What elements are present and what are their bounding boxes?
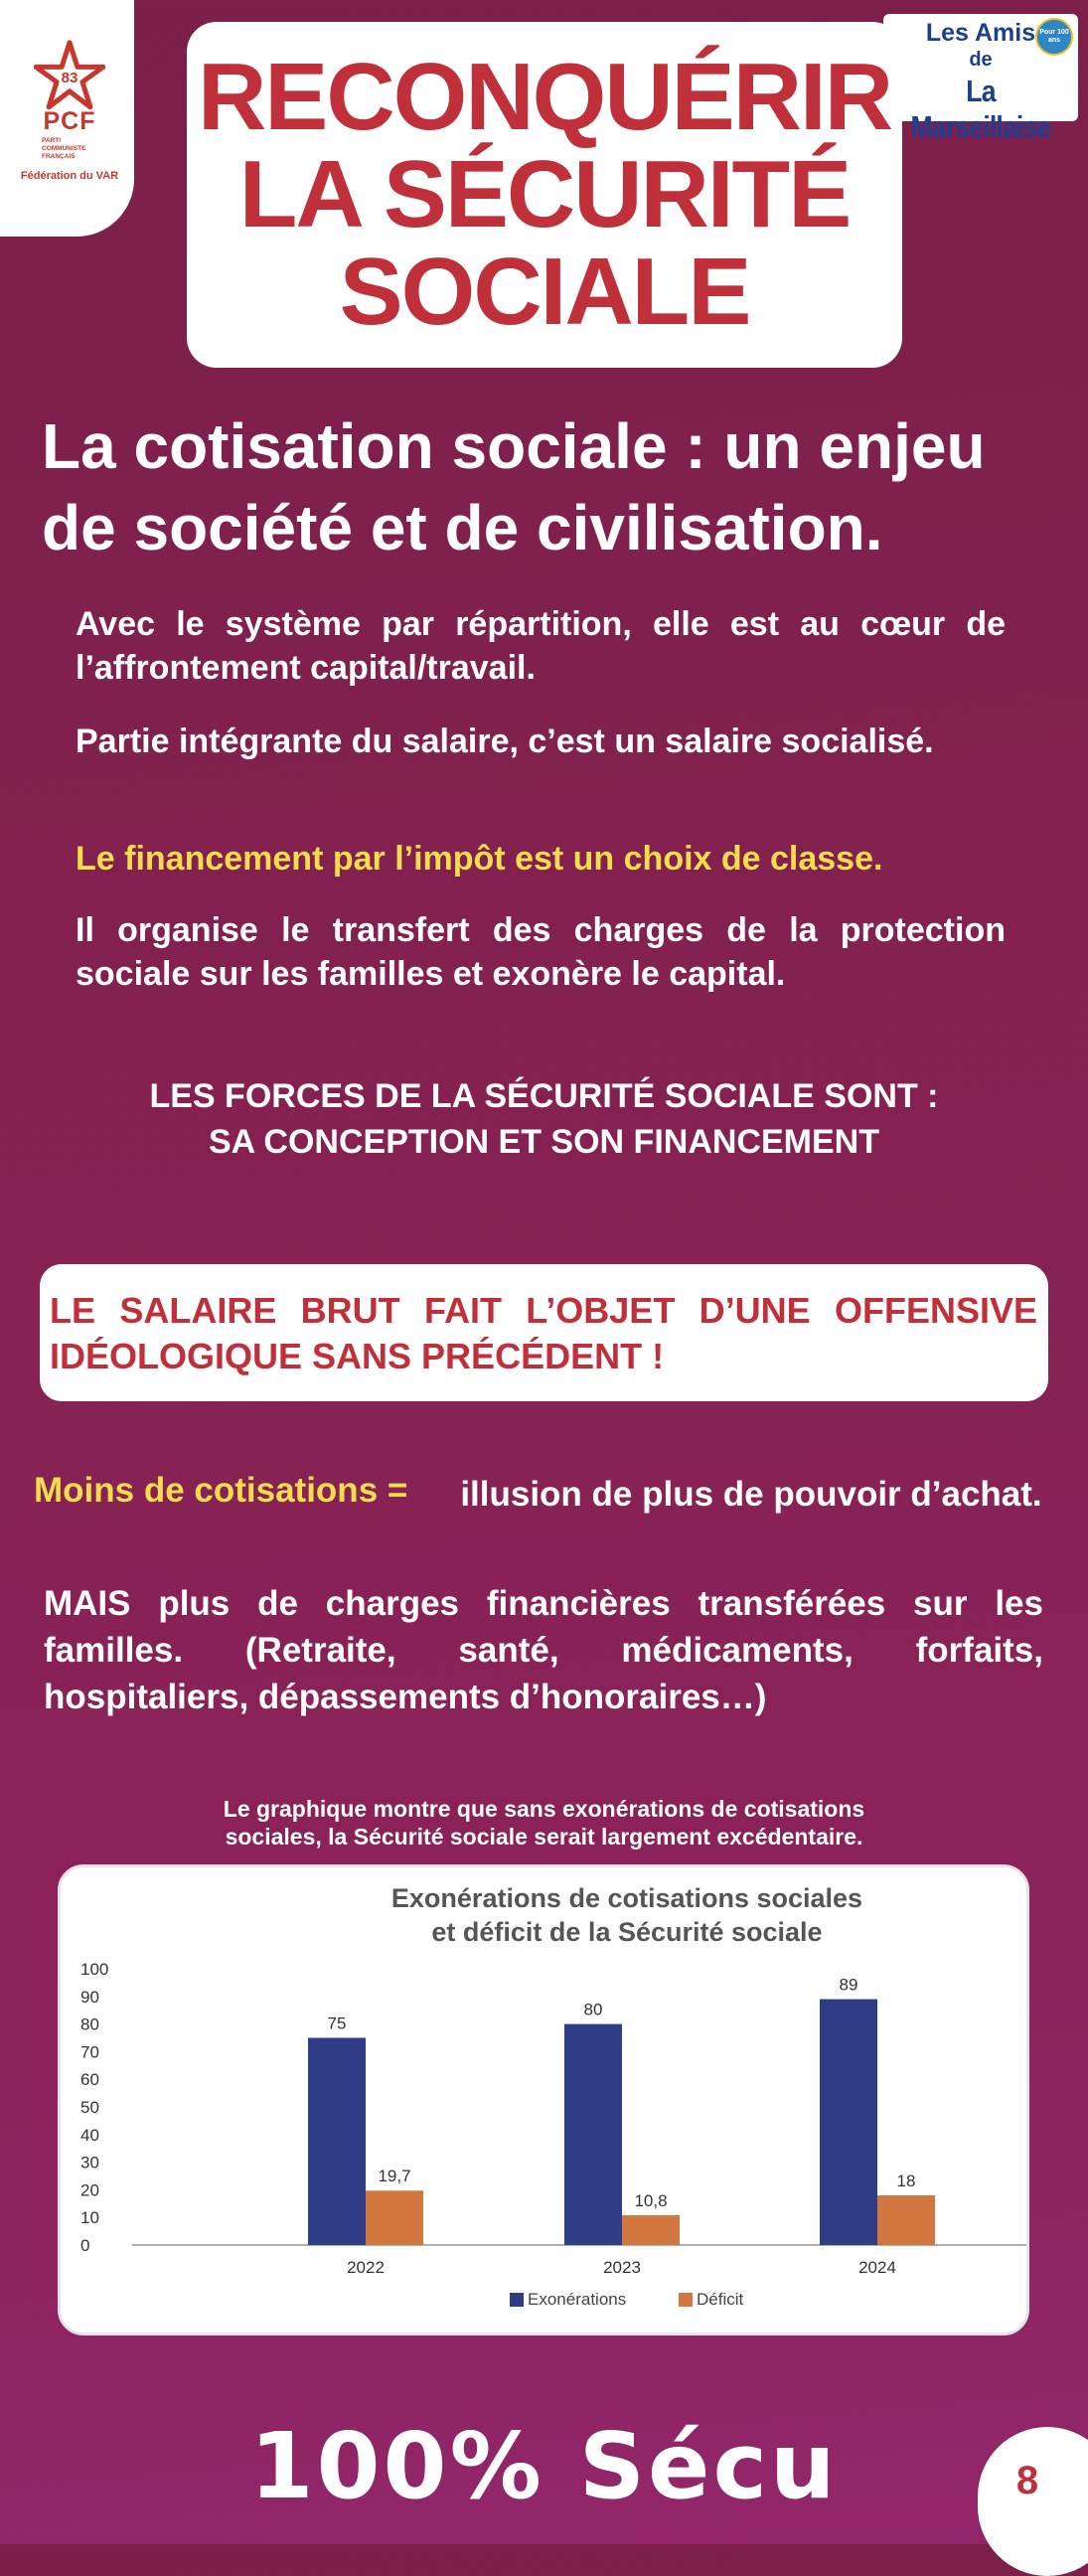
chart-title: Exonérations de cotisations sociales [390,1883,863,1913]
legend-label: Exonérations [528,2290,627,2309]
y-tick-label: 90 [80,1987,99,2007]
bar-deficit [877,2195,935,2245]
moins-label: Moins de cotisations = [34,1471,408,1510]
data-label-exonerations: 75 [327,2013,347,2033]
y-tick-label: 100 [80,1960,109,1979]
bar-deficit [366,2190,423,2245]
bar-exonerations [308,2038,366,2246]
moins-text: illusion de plus de pouvoir d’achat. [460,1475,1042,1514]
data-label-exonerations: 80 [583,2000,603,2019]
pcf-name: PCF [43,107,96,135]
marseillaise-line1: Les Amis [925,19,1036,47]
y-tick-label: 30 [80,2153,99,2173]
y-tick-label: 0 [80,2236,90,2255]
legend-swatch [679,2293,693,2307]
bar-exonerations [820,2000,877,2245]
mais-paragraph: MAIS plus de charges financières transférées sur les familles. (Retraite, santé, médicaments, forfaits, hospitaliers, dépassements d’honoraires…) [44,1584,1043,1716]
paragraph-salaire-socialise: Partie intégrante du salaire, c’est un salaire socialisé. [76,723,934,760]
paragraph-impot: Le financement par l’impôt est un choix de classe. [76,840,883,878]
chart-subtitle: et déficit de la Sécurité sociale [431,1917,823,1947]
marseillaise-line2: de [969,49,993,71]
offensive-text: LE SALAIRE BRUT FAIT L’OBJET D’UNE OFFENSIVE IDÉOLOGIQUE SANS PRÉCÉDENT ! [50,1290,1037,1376]
y-tick-label: 80 [80,2014,99,2034]
footer-slogan: 100% Sécu [249,2413,839,2519]
paragraph-transfert: Il organise le transfert des charges de la protection sociale sur les familles et exonère le capital. [76,911,1006,993]
marseillaise-logo [883,14,1078,144]
legend-swatch [510,2293,524,2307]
bar-exonerations [564,2024,622,2245]
y-tick-label: 50 [80,2098,99,2117]
offensive-box [40,1264,1048,1401]
data-label-deficit: 10,8 [634,2190,668,2210]
y-tick-label: 40 [80,2125,99,2145]
chart-card [58,1864,1029,2335]
pcf-party: PARTI COMMUNISTE FRANÇAIS [42,137,86,160]
chart-caption: Le graphique montre que sans exonérations de cotisations sociales, la Sécurité sociale serait largement excédentaire. [223,1796,865,1850]
y-tick-label: 70 [80,2042,99,2062]
x-tick-label: 2022 [347,2258,385,2277]
title-box [187,22,902,368]
pcf-logo [0,0,134,237]
x-tick-label: 2023 [603,2258,641,2277]
forces-heading: LES FORCES DE LA SÉCURITÉ SOCIALE SONT : SA CONCEPTION ET SON FINANCEMENT [149,1077,939,1161]
y-tick-label: 20 [80,2180,99,2200]
headline: La cotisation sociale : un enjeu de société et de civilisation. [42,410,986,564]
anniversary-badge-icon [1035,18,1073,56]
data-label-deficit: 19,7 [378,2167,411,2186]
paragraph-repartition: Avec le système par répartition, elle est au cœur de l’affrontement capital/travail. [76,605,1006,687]
pcf-federation: Fédération du VAR [20,170,119,182]
pcf-number: 83 [61,70,78,86]
page-title: RECONQUÉRIR LA SÉCURITÉ SOCIALE [197,44,892,345]
y-tick-label: 10 [80,2208,99,2228]
bar-chart [61,1867,1026,2333]
data-label-deficit: 18 [896,2171,916,2190]
bar-deficit [622,2215,680,2245]
data-label-exonerations: 89 [839,1975,858,1995]
y-tick-label: 60 [80,2070,99,2090]
marseillaise-name: La Marseillaise [910,74,1051,144]
legend-label: Déficit [697,2290,744,2309]
x-tick-label: 2024 [858,2258,896,2277]
badge-text: Pour 100 ans [1039,29,1069,44]
page-number: 8 [1015,2459,1039,2502]
